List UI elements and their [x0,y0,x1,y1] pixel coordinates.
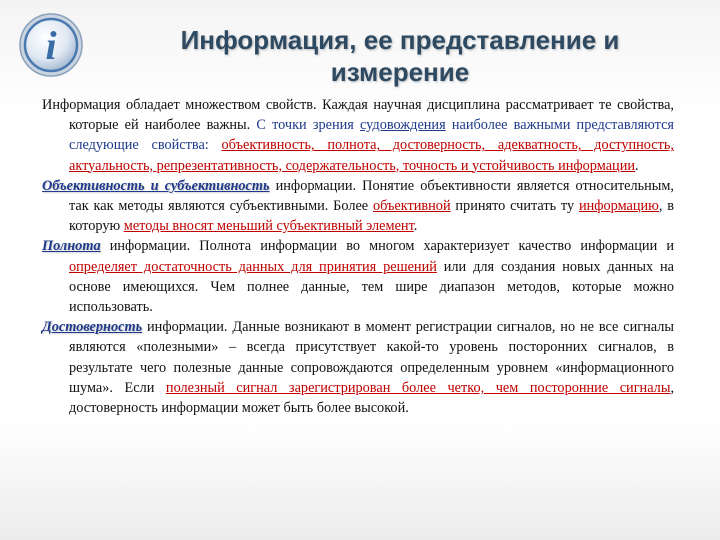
objectivity-text-2: принято считать ту [450,198,579,215]
methods-link[interactable]: методы вносят меньший субъективный элемент [123,218,414,235]
body-text [42,95,674,418]
objectivity-text: информации. Понятие объективности является относительным, так как методы являются субъективными. Более [69,177,674,215]
objective-link[interactable]: объективной [372,198,451,215]
properties-list-link[interactable]: объективность, полнота, достоверность, адекватность, доступность, актуальность, репрезентативность, содержательность, точность и устойчивость информации [69,137,674,174]
logo-letter: i [45,23,57,68]
term-reliability[interactable]: Достоверность [42,319,143,336]
reliability-end: , достоверность информации может быть более высокой. [69,379,675,417]
term-completeness[interactable]: Полнота [42,238,101,255]
term-objectivity[interactable]: Объективность и субъективность [42,177,270,194]
intro-text: Информация обладает множеством свойств. Каждая научная дисциплина рассматривает те свойства, которые ей наиболее важны. [42,97,674,134]
intro-highlight-2: наиболее важными представляются следующие свойства: [69,117,675,154]
sufficiency-link[interactable]: определяет достаточность данных для принятия решений [69,258,437,275]
objectivity-text-3: , в которую [69,198,674,235]
page-title: Информация, ее представление и измерение [180,25,620,87]
paragraph-intro [42,95,674,176]
reliability-text: информации. Данные возникают в момент регистрации сигналов, но не все сигналы являются «полезными» – всегда присутствует какой-то уровень посторонних сигналов, в результате чего полезные данные сопровождаются определенным уровнем «информационного шума». Если [69,319,674,396]
paragraph-objectivity [42,176,674,237]
paragraph-completeness [42,236,674,317]
intro-highlight: С точки зрения [256,117,361,134]
objectivity-end: . [413,218,418,235]
completeness-text: информации. Полнота информации во многом характеризует качество информации и [100,238,674,255]
paragraph-reliability [42,317,674,418]
intro-end: . [635,157,639,174]
signal-link[interactable]: полезный сигнал зарегистрирован более четко, чем посторонние сигналы [165,379,671,396]
info-logo-icon [18,12,84,78]
information-link[interactable]: информацию [578,198,659,215]
navigation-link[interactable]: судовождения [360,117,446,134]
completeness-text-2: или для создания новых данных на основе имеющихся. Чем полнее данные, тем шире диапазон методов, которые можно использовать. [69,258,674,316]
